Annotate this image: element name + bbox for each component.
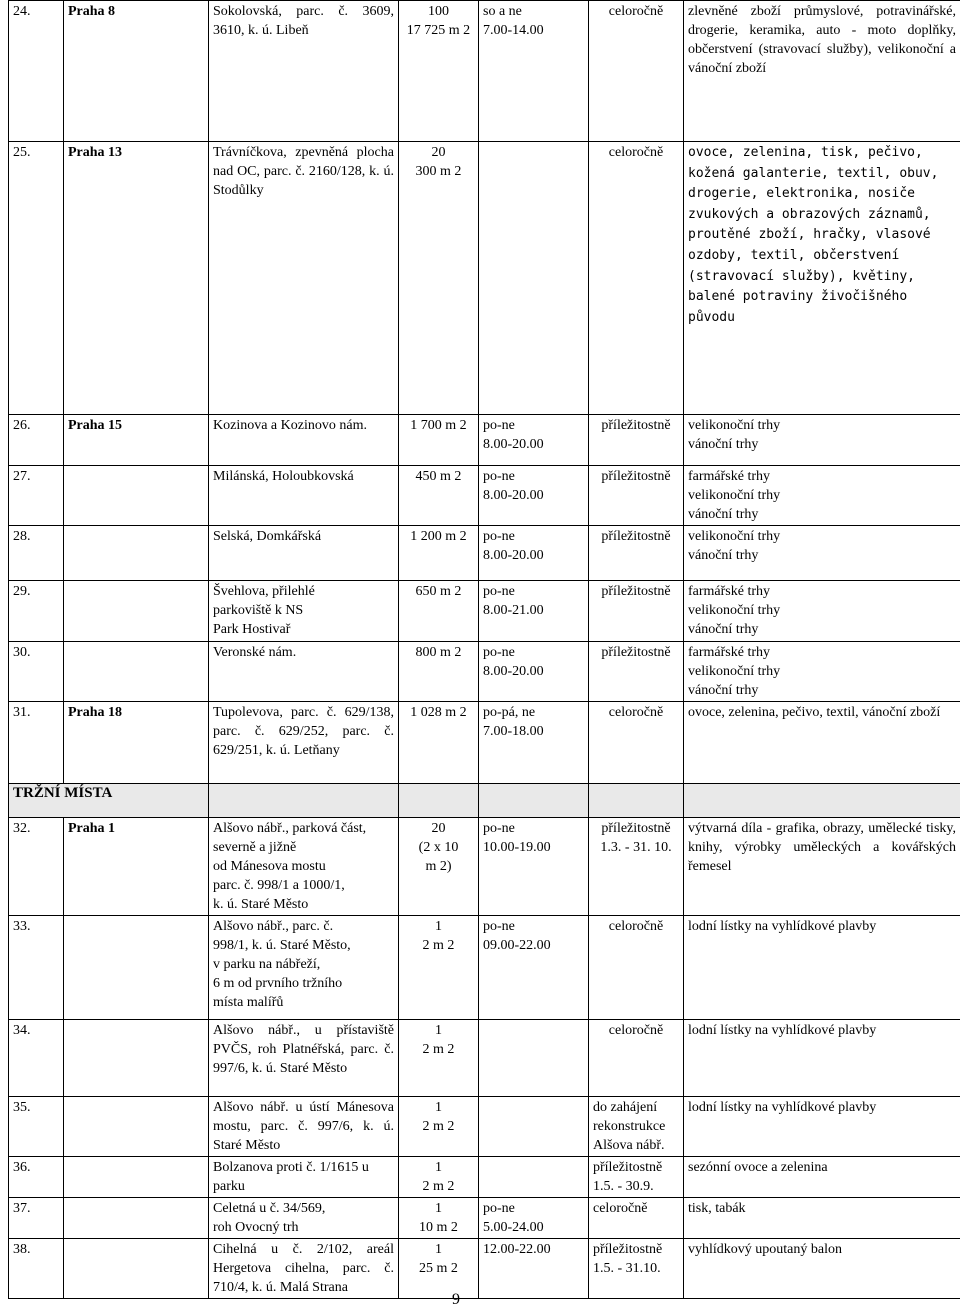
section-row (9, 784, 960, 818)
district (64, 581, 209, 642)
district: Praha 8 (64, 1, 209, 142)
row-number: 28. (9, 526, 64, 581)
time: po-pá, ne 7.00-18.00 (479, 702, 589, 784)
area: 20 300 m 2 (399, 142, 479, 415)
time: 12.00-22.00 (479, 1239, 589, 1299)
area: 20 (2 x 10 m 2) (399, 818, 479, 916)
row-number: 27. (9, 466, 64, 526)
district: Praha 18 (64, 702, 209, 784)
row-number: 32. (9, 818, 64, 916)
district (64, 1157, 209, 1198)
area: 1 2 m 2 (399, 1157, 479, 1198)
goods: velikonoční trhy vánoční trhy (684, 415, 960, 466)
time: po-ne 10.00-19.00 (479, 818, 589, 916)
period: celoročně (589, 916, 684, 1020)
location: Alšovo nábř., parková část, severně a jižně od Mánesova mostu parc. č. 998/1 a 1000/1, k. ú. Staré Město (209, 818, 399, 916)
time (479, 1097, 589, 1157)
time: so a ne 7.00-14.00 (479, 1, 589, 142)
area: 1 2 m 2 (399, 1097, 479, 1157)
row-number: 38. (9, 1239, 64, 1299)
area: 1 2 m 2 (399, 916, 479, 1020)
row-number: 35. (9, 1097, 64, 1157)
period: do zahájení rekonstrukce Alšova nábř. (589, 1097, 684, 1157)
location: Veronské nám. (209, 642, 399, 702)
period: celoročně (589, 702, 684, 784)
location: Alšovo nábř. u ústí Mánesova mostu, parc. č. 997/6, k. ú. Staré Město (209, 1097, 399, 1157)
goods: výtvarná díla - grafika, obrazy, umělecké tisky, knihy, výrobky uměleckých a kovářských řemesel (684, 818, 960, 916)
time (479, 1157, 589, 1198)
district (64, 1097, 209, 1157)
area: 100 17 725 m 2 (399, 1, 479, 142)
row-number: 30. (9, 642, 64, 702)
location: Tupolevova, parc. č. 629/138, parc. č. 629/252, parc. č. 629/251, k. ú. Letňany (209, 702, 399, 784)
location: Celetná u č. 34/569, roh Ovocný trh (209, 1198, 399, 1239)
row-number: 33. (9, 916, 64, 1020)
section-label: TRŽNÍ MÍSTA (9, 784, 209, 818)
district (64, 916, 209, 1020)
area: 1 700 m 2 (399, 415, 479, 466)
goods: velikonoční trhy vánoční trhy (684, 526, 960, 581)
location: Kozinova a Kozinovo nám. (209, 415, 399, 466)
period: celoročně (589, 1, 684, 142)
period: příležitostně (589, 642, 684, 702)
area: 1 200 m 2 (399, 526, 479, 581)
goods: lodní lístky na vyhlídkové plavby (684, 1020, 960, 1097)
row-number: 29. (9, 581, 64, 642)
table-row (9, 415, 960, 466)
district (64, 1198, 209, 1239)
location: Bolzanova proti č. 1/1615 u parku (209, 1157, 399, 1198)
table-row (9, 1157, 960, 1198)
row-number: 37. (9, 1198, 64, 1239)
time: po-ne 8.00-20.00 (479, 415, 589, 466)
location: Švehlova, přilehlé parkoviště k NS Park Hostivař (209, 581, 399, 642)
period: příležitostně (589, 526, 684, 581)
goods: farmářské trhy velikonoční trhy vánoční trhy (684, 642, 960, 702)
time (479, 1020, 589, 1097)
time: po-ne 8.00-20.00 (479, 642, 589, 702)
goods: farmářské trhy velikonoční trhy vánoční trhy (684, 466, 960, 526)
location: Selská, Domkářská (209, 526, 399, 581)
goods: lodní lístky na vyhlídkové plavby (684, 916, 960, 1020)
period: celoročně (589, 1198, 684, 1239)
time: po-ne 8.00-20.00 (479, 466, 589, 526)
area: 1 25 m 2 (399, 1239, 479, 1299)
row-number: 36. (9, 1157, 64, 1198)
goods: ovoce, zelenina, pečivo, textil, vánoční zboží (684, 702, 960, 784)
table-row (9, 1020, 960, 1097)
district (64, 642, 209, 702)
period: příležitostně (589, 581, 684, 642)
location: Milánská, Holoubkovská (209, 466, 399, 526)
page-number: 9 (452, 1291, 460, 1308)
time: po-ne 8.00-21.00 (479, 581, 589, 642)
table-row (9, 818, 960, 916)
location: Sokolovská, parc. č. 3609, 3610, k. ú. Libeň (209, 1, 399, 142)
period: příležitostně 1.5. - 31.10. (589, 1239, 684, 1299)
area: 800 m 2 (399, 642, 479, 702)
period: celoročně (589, 1020, 684, 1097)
goods: vyhlídkový upoutaný balon (684, 1239, 960, 1299)
row-number: 31. (9, 702, 64, 784)
table-row (9, 1, 960, 142)
location: Cihelná u č. 2/102, areál Hergetova cihelna, parc. č. 710/4, k. ú. Malá Strana (209, 1239, 399, 1299)
district: Praha 13 (64, 142, 209, 415)
goods: ovoce, zelenina, tisk, pečivo, kožená galanterie, textil, obuv, drogerie, elektronika, nosiče zvukových a obrazových záznamů, proutěné zboží, hračky, vlasové ozdoby, textil, občerstvení (stravovací služby), květiny, balené potraviny živočišného původu (684, 142, 960, 415)
goods: lodní lístky na vyhlídkové plavby (684, 1097, 960, 1157)
period: příležitostně 1.3. - 31. 10. (589, 818, 684, 916)
location: Trávníčkova, zpevněná plocha nad OC, parc. č. 2160/128, k. ú. Stodůlky (209, 142, 399, 415)
district (64, 1020, 209, 1097)
goods: tisk, tabák (684, 1198, 960, 1239)
table-row (9, 1097, 960, 1157)
row-number: 34. (9, 1020, 64, 1097)
time: po-ne 5.00-24.00 (479, 1198, 589, 1239)
row-number: 24. (9, 1, 64, 142)
time (479, 142, 589, 415)
table-row (9, 702, 960, 784)
period: celoročně (589, 142, 684, 415)
table-row (9, 526, 960, 581)
area: 1 028 m 2 (399, 702, 479, 784)
goods: zlevněné zboží průmyslové, potravinářské, drogerie, keramika, auto - moto doplňky, občerstvení (stravovací služby), velikonoční a vánoční zboží (684, 1, 960, 142)
table-row (9, 1198, 960, 1239)
district: Praha 15 (64, 415, 209, 466)
area: 450 m 2 (399, 466, 479, 526)
location: Alšovo nábř., u přístaviště PVČS, roh Platnéřská, parc. č. 997/6, k. ú. Staré Město (209, 1020, 399, 1097)
table-row (9, 581, 960, 642)
period: příležitostně 1.5. - 30.9. (589, 1157, 684, 1198)
row-number: 26. (9, 415, 64, 466)
market-places-table (8, 0, 960, 1299)
district (64, 526, 209, 581)
period: příležitostně (589, 415, 684, 466)
area: 1 10 m 2 (399, 1198, 479, 1239)
goods: sezónní ovoce a zelenina (684, 1157, 960, 1198)
district (64, 466, 209, 526)
goods: farmářské trhy velikonoční trhy vánoční trhy (684, 581, 960, 642)
period: příležitostně (589, 466, 684, 526)
row-number: 25. (9, 142, 64, 415)
area: 650 m 2 (399, 581, 479, 642)
district: Praha 1 (64, 818, 209, 916)
time: po-ne 8.00-20.00 (479, 526, 589, 581)
table-row (9, 142, 960, 415)
table-row (9, 642, 960, 702)
location: Alšovo nábř., parc. č. 998/1, k. ú. Staré Město, v parku na nábřeží, 6 m od prvního tržního místa malířů (209, 916, 399, 1020)
area: 1 2 m 2 (399, 1020, 479, 1097)
table-row (9, 466, 960, 526)
table-row (9, 916, 960, 1020)
time: po-ne 09.00-22.00 (479, 916, 589, 1020)
